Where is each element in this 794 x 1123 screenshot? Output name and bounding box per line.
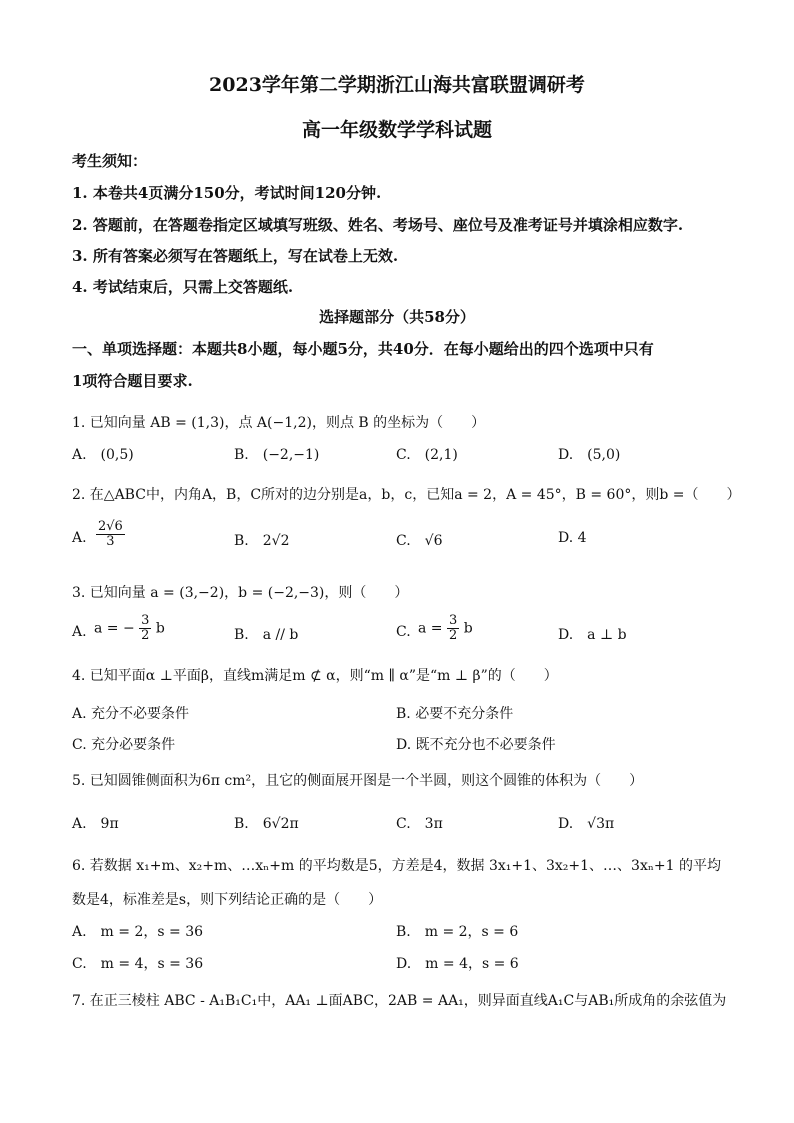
q2-option-a-numerator: 2√6 xyxy=(98,519,123,534)
q3-option-a-pre: a = − xyxy=(94,620,135,637)
q3-option-c-pre: a = xyxy=(418,620,443,637)
q4-option-d: D. 既不充分也不必要条件 xyxy=(396,737,556,753)
q3-option-c-expr xyxy=(418,614,473,643)
q5-option-a: A. 9π xyxy=(72,816,119,832)
q1-option-a: A. (0,5) xyxy=(72,447,134,463)
q3-option-a-numerator: 3 xyxy=(141,613,150,628)
q3-option-a-post: b xyxy=(155,620,165,637)
q4-option-b: B. 必要不充分条件 xyxy=(396,706,514,722)
q5-option-b: B. 6√2π xyxy=(234,816,299,832)
q6-option-b: B. m = 2，s = 6 xyxy=(396,924,519,940)
exam-subtitle: 高一年级数学学科试题 xyxy=(301,119,492,141)
q1-option-b: B. (−2,−1) xyxy=(234,447,320,463)
q3-option-c-denominator: 2 xyxy=(448,628,458,643)
q4-option-a: A. 充分不必要条件 xyxy=(72,706,190,722)
q5-option-d: D. √3π xyxy=(558,816,615,832)
question-6-stem-line2: 数是4，标准差是s，则下列结论正确的是（ ） xyxy=(72,892,383,908)
notice-item-4: 4. 考试结束后，只需上交答题纸. xyxy=(72,278,294,296)
section-instruction-line1: 一、单项选择题：本题共8小题，每小题5分，共40分．在每小题给出的四个选项中只有 xyxy=(72,340,654,358)
exam-title: 2023学年第二学期浙江山海共富联盟调研考 xyxy=(209,74,585,96)
q3-option-a-label: A. xyxy=(72,624,87,640)
question-1-stem: 1. 已知向量 AB = (1,3)，点 A(−1,2)，则点 B 的坐标为（ ） xyxy=(72,415,486,431)
question-2-stem: 2. 在△ABC中，内角A，B，C所对的边分别是a，b，c，已知a = 2，A = 45°，B = 60°，则b =（ ） xyxy=(72,487,741,503)
question-3-stem: 3. 已知向量 a = (3,−2)，b = (−2,−3)，则（ ） xyxy=(72,585,409,601)
question-5-stem: 5. 已知圆锥侧面积为6π cm²，且它的侧面展开图是一个半圆，则这个圆锥的体积为（ ） xyxy=(72,773,644,789)
section-instruction-line2: 1项符合题目要求. xyxy=(72,372,193,390)
notice-item-2: 2. 答题前，在答题卷指定区域填写班级、姓名、考场号、座位号及准考证号并填涂相应数字. xyxy=(72,216,684,234)
q2-option-c: C. √6 xyxy=(396,533,443,549)
q3-option-c-label: C. xyxy=(396,624,411,640)
q3-option-b: B. a // b xyxy=(234,627,299,643)
q3-option-c-post: b xyxy=(463,620,473,637)
q2-option-b: B. 2√2 xyxy=(234,533,290,549)
q4-option-c: C. 充分必要条件 xyxy=(72,737,176,753)
q3-option-a-expr xyxy=(94,614,165,643)
q3-option-d: D. a ⊥ b xyxy=(558,627,627,643)
q3-option-a-denominator: 2 xyxy=(141,628,150,643)
notice-heading: 考生须知： xyxy=(72,152,148,170)
question-6-stem-line1: 6. 若数据 x₁+m、x₂+m、…xₙ+m 的平均数是5，方差是4，数据 3x₁+1、3x₂+1、…、3xₙ+1 的平均 xyxy=(72,858,722,874)
q5-option-c: C. 3π xyxy=(396,816,443,832)
q2-option-a-fraction xyxy=(96,520,125,549)
q2-option-a-denominator: 3 xyxy=(106,534,115,549)
notice-item-1: 1. 本卷共4页满分150分，考试时间120分钟. xyxy=(72,184,382,202)
notice-item-3: 3. 所有答案必须写在答题纸上，写在试卷上无效. xyxy=(72,247,399,265)
section-title: 选择题部分（共58分） xyxy=(319,308,475,326)
question-7-stem: 7. 在正三棱柱 ABC - A₁B₁C₁中，AA₁ ⊥面ABC，2AB = AA₁，则异面直线A₁C与AB₁所成角的余弦值为 xyxy=(72,993,727,1009)
q1-option-d: D. (5,0) xyxy=(558,447,621,463)
q6-option-c: C. m = 4，s = 36 xyxy=(72,956,204,972)
q2-option-d: D. 4 xyxy=(558,530,587,546)
q3-option-c-numerator: 3 xyxy=(448,613,458,628)
q6-option-a: A. m = 2，s = 36 xyxy=(72,924,204,940)
q2-option-a: A. xyxy=(72,530,87,546)
q6-option-d: D. m = 4，s = 6 xyxy=(396,956,519,972)
q1-option-c: C. (2,1) xyxy=(396,447,458,463)
question-4-stem: 4. 已知平面α ⊥平面β，直线m满足m ⊄ α，则“m ∥ α”是“m ⊥ β”的（ ） xyxy=(72,668,558,684)
